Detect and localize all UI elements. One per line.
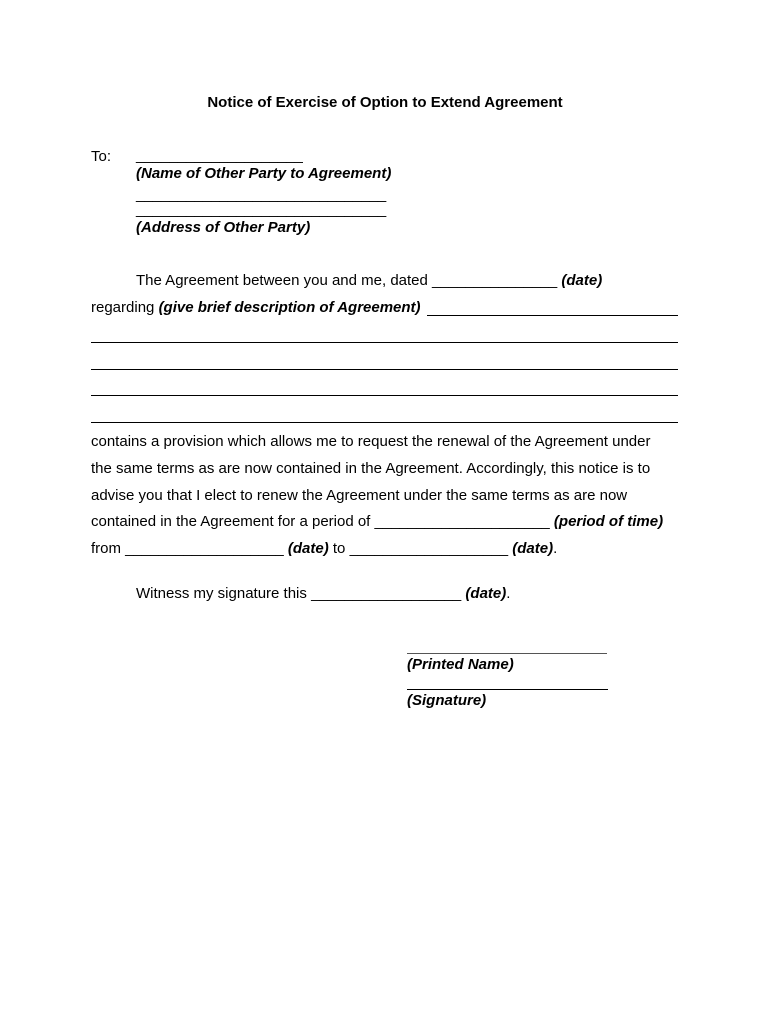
from-to-period: . bbox=[553, 540, 558, 557]
period-blank: _____________________ bbox=[374, 513, 550, 530]
to-name-blank: ____________________ bbox=[136, 147, 303, 164]
document-title: Notice of Exercise of Option to Extend Agreement bbox=[207, 94, 563, 111]
address-of-other-party-label: (Address of Other Party) bbox=[136, 219, 311, 236]
printed-name-label: (Printed Name) bbox=[407, 656, 514, 673]
description-blank-line bbox=[427, 315, 678, 316]
description-line-3 bbox=[91, 395, 678, 396]
witness-text: Witness my signature this bbox=[136, 585, 307, 602]
witness-date-blank: __________________ bbox=[311, 585, 462, 602]
to-text: to bbox=[332, 540, 346, 557]
witness-date-label: (date) bbox=[465, 585, 507, 602]
from-to-line bbox=[91, 540, 557, 558]
witness-period: . bbox=[506, 585, 511, 602]
from-date-blank: ___________________ bbox=[125, 540, 284, 557]
witness-line bbox=[136, 585, 510, 603]
agreement-date-blank: _______________ bbox=[432, 272, 558, 289]
body-line-2: the same terms as are now contained in the Agreement. Accordingly, this notice is to bbox=[91, 460, 651, 477]
period-intro-text: contained in the Agreement for a period of bbox=[91, 513, 371, 530]
description-label: (give brief description of Agreement) bbox=[158, 299, 421, 316]
body-line-4 bbox=[91, 513, 663, 531]
to-date-label: (date) bbox=[512, 540, 554, 557]
address-blank-1: ______________________________ bbox=[136, 186, 387, 203]
from-text: from bbox=[91, 540, 121, 557]
agreement-date-label: (date) bbox=[561, 272, 603, 289]
description-line-1 bbox=[91, 342, 678, 343]
printed-name-line bbox=[407, 653, 607, 654]
period-label: (period of time) bbox=[553, 513, 664, 530]
description-line-2 bbox=[91, 369, 678, 370]
signature-label: (Signature) bbox=[407, 692, 487, 709]
agreement-intro-line bbox=[136, 272, 602, 290]
regarding-text: regarding bbox=[91, 299, 155, 316]
body-line-3: advise you that I elect to renew the Agreement under the same terms as are now bbox=[91, 487, 628, 504]
body-line-1: contains a provision which allows me to request the renewal of the Agreement under bbox=[91, 433, 651, 450]
from-date-label: (date) bbox=[287, 540, 329, 557]
agreement-intro-text: The Agreement between you and me, dated bbox=[136, 272, 428, 289]
to-label: To: bbox=[91, 148, 112, 165]
signature-line bbox=[407, 689, 608, 690]
description-line-4 bbox=[91, 422, 678, 423]
name-of-other-party-label: (Name of Other Party to Agreement) bbox=[136, 165, 392, 182]
regarding-line bbox=[91, 299, 421, 317]
address-blank-2: ______________________________ bbox=[136, 201, 387, 218]
to-date-blank: ___________________ bbox=[349, 540, 509, 557]
